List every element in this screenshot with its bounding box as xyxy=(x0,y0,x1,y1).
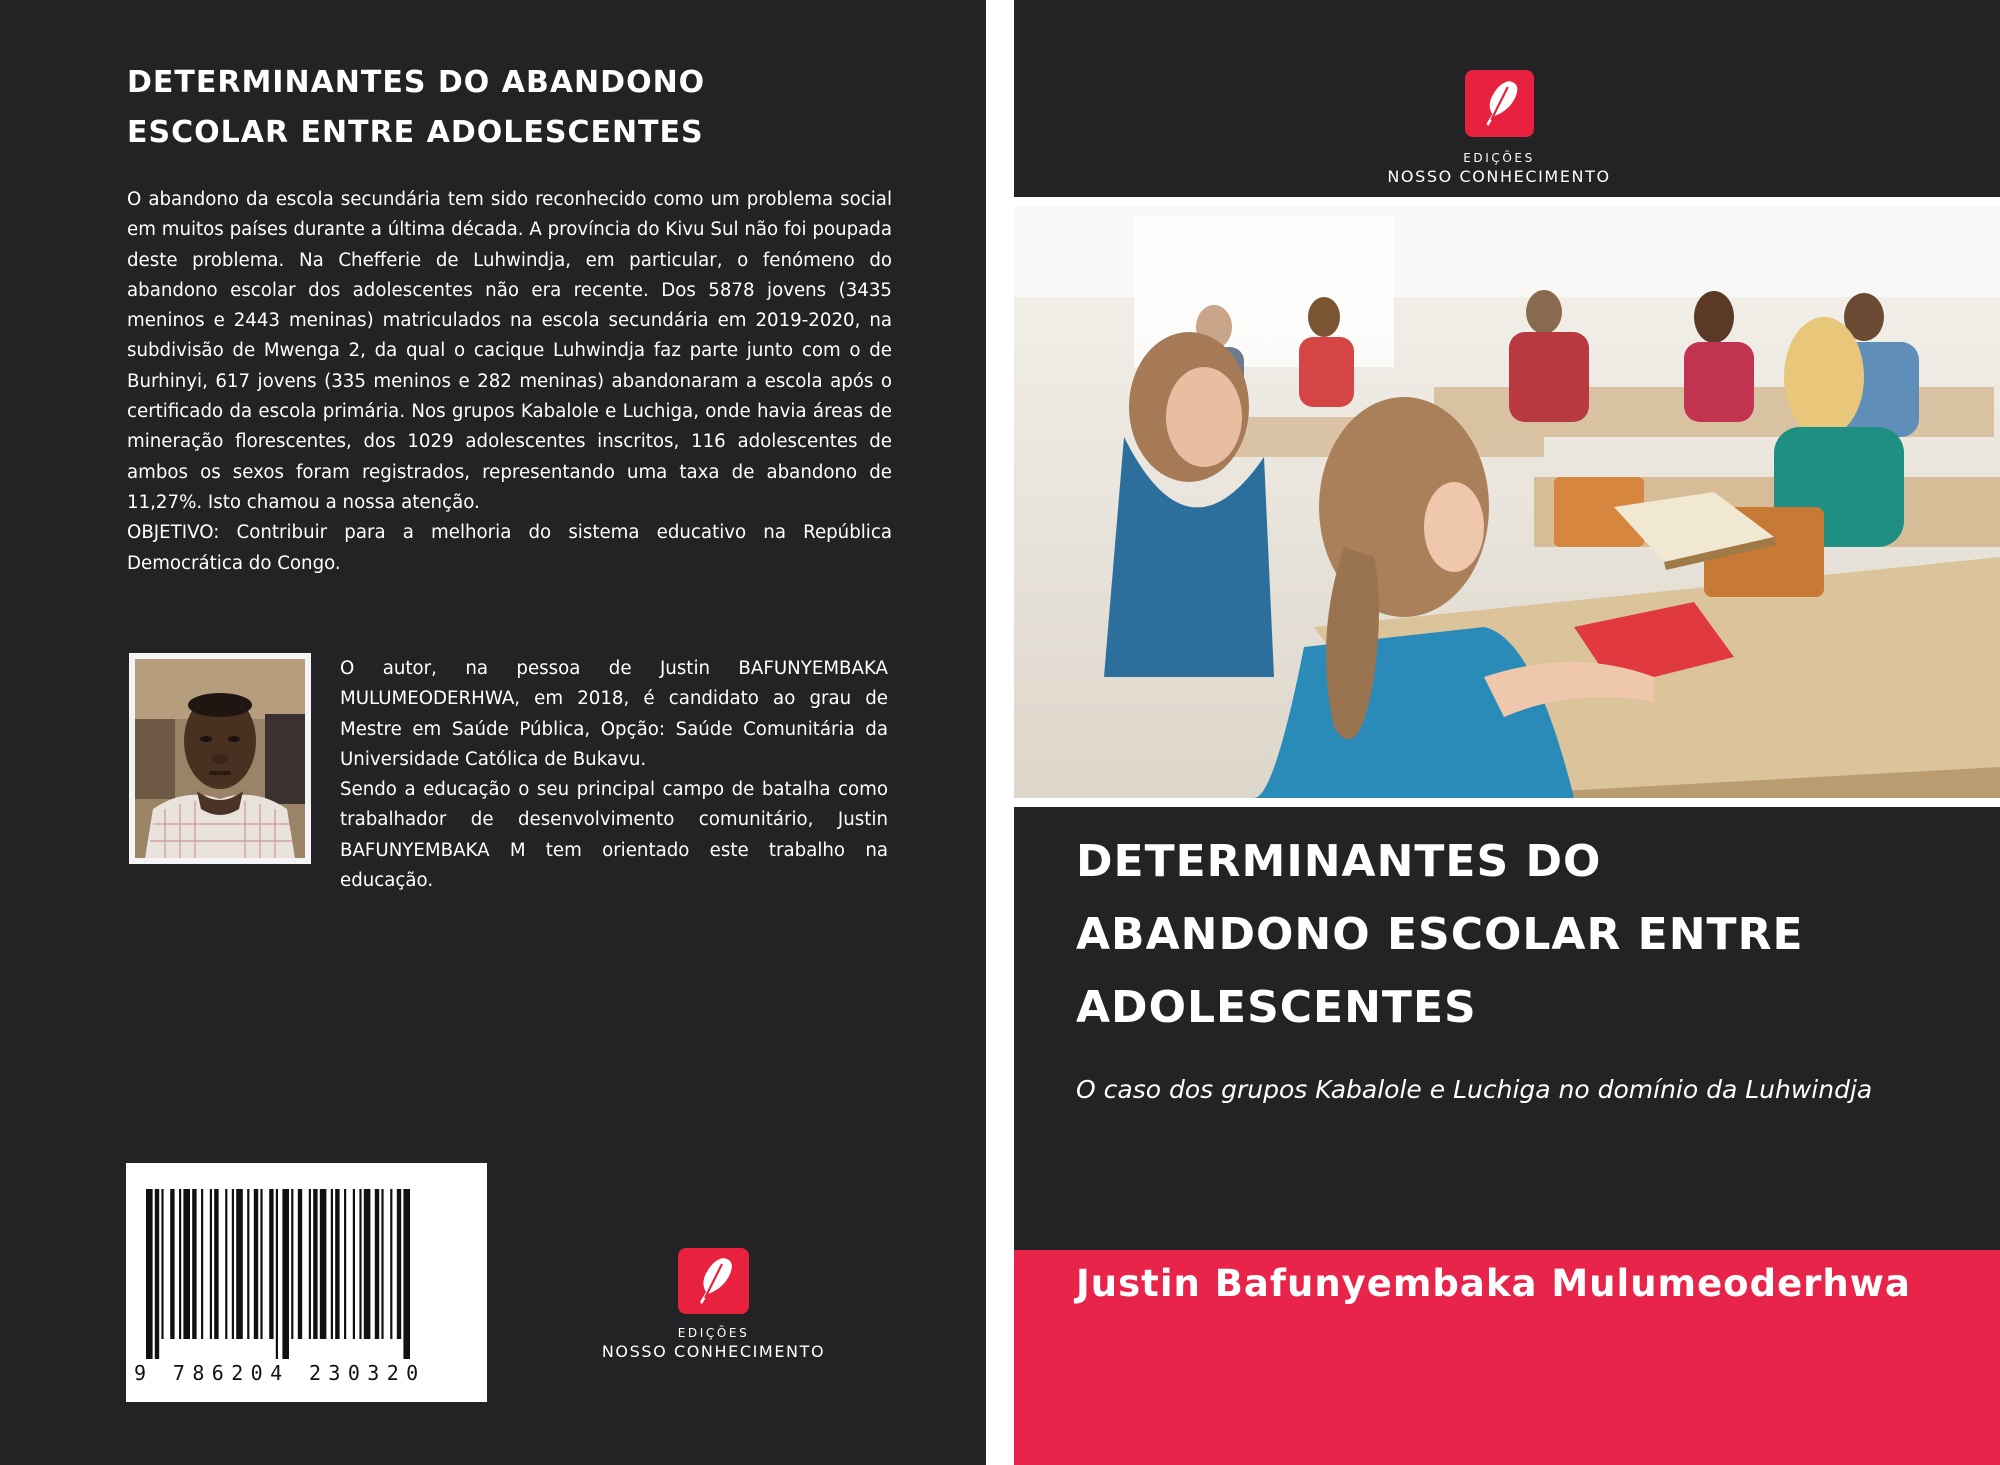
barcode-bar xyxy=(344,1189,346,1339)
barcode-bar xyxy=(192,1189,196,1339)
author-portrait-image xyxy=(135,659,305,858)
author-name: Justin Bafunyembaka Mulumeoderhwa xyxy=(1076,1262,1911,1305)
barcode-bar xyxy=(298,1189,302,1339)
front-title-line-2: ABANDONO ESCOLAR ENTRE xyxy=(1076,909,1804,960)
author-bio-paragraph: O autor, na pessoa de Justin BAFUNYEMBAKA MULUMEODERHWA, em 2018, é candidato ao grau de Mestre em Saúde Pública, Opção: Saúde Comunitária da Universidade Católica de Bukavu. xyxy=(340,658,888,770)
back-cover-blurb xyxy=(127,185,892,579)
barcode-bar xyxy=(260,1189,262,1339)
barcode-bar xyxy=(269,1189,273,1339)
barcode-bar xyxy=(236,1189,243,1339)
barcode-bar xyxy=(320,1189,327,1339)
front-title-line-3: ADOLESCENTES xyxy=(1076,982,1477,1033)
barcode-bars xyxy=(146,1189,466,1359)
front-cover xyxy=(1014,0,2000,1465)
barcode-bar xyxy=(254,1189,258,1339)
barcode-bar xyxy=(313,1189,317,1339)
barcode-bar xyxy=(353,1189,355,1339)
publisher-line-2: NOSSO CONHECIMENTO xyxy=(1387,167,1611,186)
barcode-bar xyxy=(155,1189,159,1359)
publisher-line-1: EDIÇÕES xyxy=(1463,151,1535,165)
barcode-bar xyxy=(247,1189,249,1339)
barcode-bar xyxy=(359,1189,361,1339)
blurb-paragraph: O abandono da escola secundária tem sido reconhecido como um problema social em muitos países durante a última década. A província do Kivu Sul não foi poupada deste problema. Na Chefferie de Luhwindja, em particular, o fenómeno do abandono escolar dos adolescentes não era recente. Dos 5878 jovens (3435 meninos e 2443 meninas) matriculados na escola secundária em 2019-2020, na subdivisão de Mwenga 2, da qual o cacique Luhwindja faz parte junto com o de Burhinyi, 617 jovens (335 meninos e 282 meninas) abandonaram a escola após o certificado da escola primária. Nos grupos Kabalole e Luchiga, onde havia áreas de mineração florescentes, dos 1029 adolescentes inscritos, 116 adolescentes de ambos os sexos foram registrados, representando uma taxa de abandono de 11,27%. Isto chamou a nossa atenção. xyxy=(127,189,892,513)
spine-gap xyxy=(986,0,1014,1465)
feather-quill-icon xyxy=(678,1248,749,1314)
publisher-line-2: NOSSO CONHECIMENTO xyxy=(601,1342,826,1361)
front-cover-title xyxy=(1076,825,1956,1044)
barcode-bar xyxy=(364,1189,371,1339)
barcode-bar xyxy=(225,1189,227,1339)
barcode-bar xyxy=(390,1189,392,1339)
barcode-bar xyxy=(309,1189,311,1339)
front-title-line-1: DETERMINANTES DO xyxy=(1076,836,1602,887)
classroom-photo xyxy=(1014,207,2000,798)
barcode-bar xyxy=(179,1189,181,1339)
author-bio xyxy=(340,654,888,896)
barcode-bar xyxy=(381,1189,383,1339)
barcode-bar xyxy=(331,1189,333,1339)
publisher-line-1: EDIÇÕES xyxy=(677,1326,750,1340)
barcode-bar xyxy=(276,1189,278,1359)
back-cover-title xyxy=(127,58,887,158)
barcode-bar xyxy=(397,1189,401,1339)
divider xyxy=(1014,798,2000,807)
back-cover xyxy=(0,0,986,1465)
barcode-bar xyxy=(232,1189,234,1339)
barcode-bar xyxy=(170,1189,174,1339)
author-photo xyxy=(129,653,311,864)
back-title-line-1: DETERMINANTES DO ABANDONO xyxy=(127,65,706,100)
back-title-line-2: ESCOLAR ENTRE ADOLESCENTES xyxy=(127,115,704,150)
barcode-bar xyxy=(375,1189,379,1339)
feather-quill-icon xyxy=(1465,70,1534,137)
barcode-bar xyxy=(210,1189,212,1339)
barcode-bar xyxy=(403,1189,410,1359)
publisher-logo-front xyxy=(1354,70,1644,186)
isbn-number: 9 786204 230320 xyxy=(134,1361,426,1385)
publisher-logo-back xyxy=(576,1248,851,1361)
barcode-bar xyxy=(146,1189,153,1359)
front-cover-header xyxy=(1014,0,2000,197)
barcode-bar xyxy=(161,1189,163,1339)
front-cover-subtitle: O caso dos grupos Kabalole e Luchiga no domínio da Luhwindja xyxy=(1076,1075,1873,1104)
author-bio-paragraph: Sendo a educação o seu principal campo de batalha como trabalhador de desenvolvimento comunitário, Justin BAFUNYEMBAKA M tem orientado este trabalho na educação. xyxy=(340,779,888,892)
barcode-bar xyxy=(335,1189,339,1339)
blurb-objective: OBJETIVO: Contribuir para a melhoria do sistema educativo na República Democrática do Congo. xyxy=(127,522,892,574)
barcode-bar xyxy=(291,1189,293,1339)
isbn-barcode xyxy=(126,1163,487,1402)
classroom-illustration xyxy=(1014,207,2000,798)
divider xyxy=(1014,197,2000,207)
barcode-bar xyxy=(214,1189,218,1339)
barcode-bar xyxy=(183,1189,190,1339)
barcode-bar xyxy=(282,1189,289,1359)
barcode-bar xyxy=(201,1189,203,1339)
